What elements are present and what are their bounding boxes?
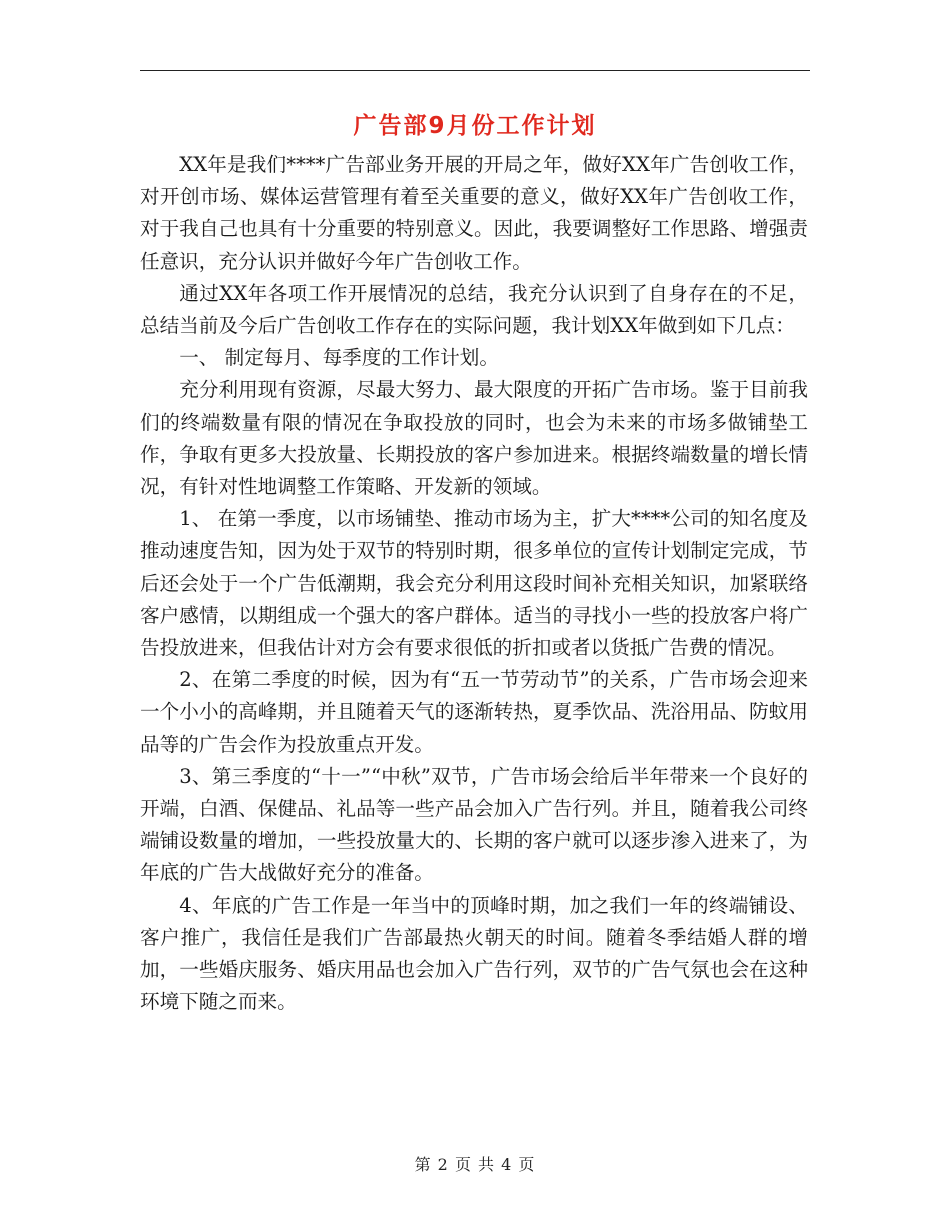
paragraph-resources: 充分利用现有资源，尽最大努力、最大限度的开拓广告市场。鉴于目前我们的终端数量有限的情况在争取投放的同时，也会为未来的市场多做铺垫工作，争取有更多大投放量、长期投放的客户参加进来。根据终端数量的增长情况，有针对性地调整工作策略、开发新的领域。	[140, 378, 808, 499]
header-rule	[140, 70, 810, 71]
page-number-footer: 第 2 页 共 4 页	[414, 1155, 536, 1174]
paragraph-summary: 通过XX年各项工作开展情况的总结，我充分认识到了自身存在的不足，总结当前及今后广告创收工作存在的实际问题，我计划XX年做到如下几点：	[140, 281, 808, 338]
document-title: 广告部9月份工作计划	[353, 113, 597, 139]
paragraph-intro: XX年是我们****广告部业务开展的开局之年，做好XX年广告创收工作，对开创市场、媒体运营管理有着至关重要的意义，做好XX年广告创收工作，对于我自己也具有十分重要的特别意义。因此，我要调整好工作思路、增强责任意识，充分认识并做好今年广告创收工作。	[140, 153, 808, 273]
paragraph-quarter-1: 1、 在第一季度，以市场铺垫、推动市场为主，扩大****公司的知名度及推动速度告知，因为处于双节的特别时期，很多单位的宣传计划制定完成，节后还会处于一个广告低潮期，我会充分利用这段时间补充相关知识，加紧联络客户感情，以期组成一个强大的客户群体。适当的寻找小一些的投放客户将广告投放进来，但我估计对方会有要求很低的折扣或者以货抵广告费的情况。	[140, 507, 808, 660]
paragraph-year-end: 4、年底的广告工作是一年当中的顶峰时期，加之我们一年的终端铺设、客户推广，我信任是我们广告部最热火朝天的时间。随着冬季结婚人群的增加，一些婚庆服务、婚庆用品也会加入广告行列，双节的广告气氛也会在这种环境下随之而来。	[140, 893, 808, 1014]
paragraph-quarter-2: 2、在第二季度的时候，因为有“五一节劳动节”的关系，广告市场会迎来一个小小的高峰期，并且随着天气的逐渐转热，夏季饮品、洗浴用品、防蚊用品等的广告会作为投放重点开发。	[140, 668, 808, 756]
paragraph-quarter-3: 3、第三季度的“十一”“中秋”双节，广告市场会给后半年带来一个良好的开端，白酒、保健品、礼品等一些产品会加入广告行列。并且，随着我公司终端铺设数量的增加，一些投放量大的、长期的客户就可以逐步渗入进来了，为年底的广告大战做好充分的准备。	[140, 764, 808, 885]
section-heading-1: 一、 制定每月、每季度的工作计划。	[179, 346, 499, 370]
document-body	[140, 149, 808, 1018]
